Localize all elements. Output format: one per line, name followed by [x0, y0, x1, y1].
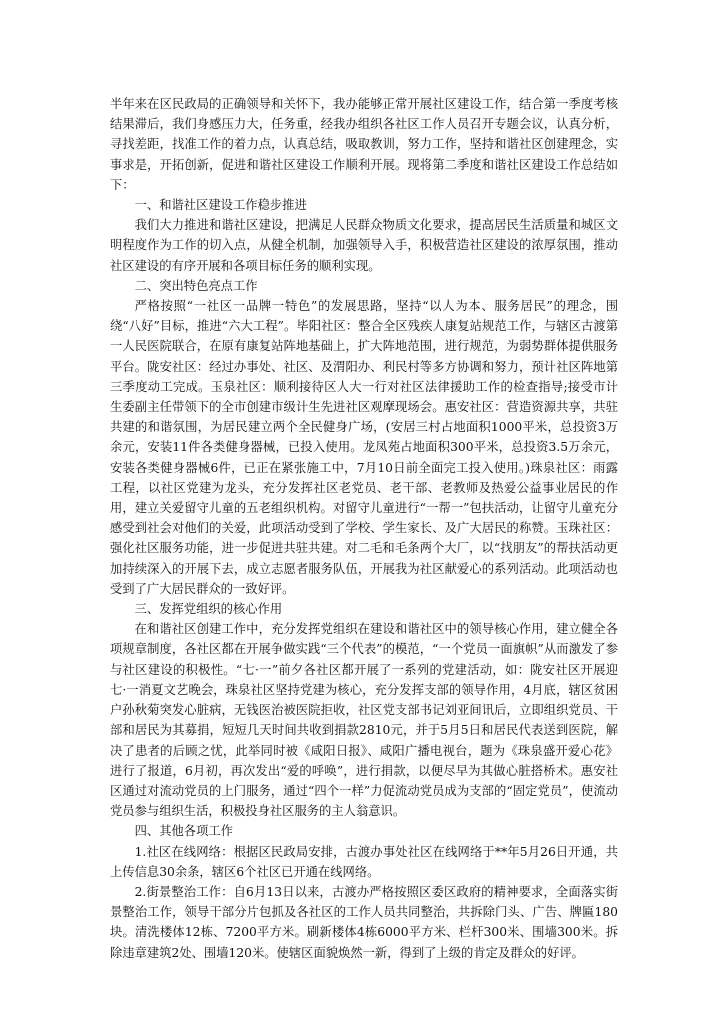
- section-heading: 四、其他各项工作: [134, 824, 233, 839]
- list-item: 2.街景整治工作：自6月13日以来，古渡办严格按照区委区政府的精神要求，全面落实街景整治工作，领导干部分片包抓及各社区的工作人员共同整治，共拆除门头、广告、牌匾180块。清洗楼体12栋、7200平方米。刷新楼体4栋6000平方米、栏杆300米、围墙300米。拆除违章建筑2处、围墙120米。使辖区面貌焕然一新，得到了上级的肯定及群众的好评。: [110, 884, 618, 960]
- section-heading: 二、突出特色亮点工作: [134, 278, 258, 293]
- section-body: 严格按照“一社区一品牌一特色”的发展思路，坚持“以人为本、服务居民”的理念，围绕“八好”目标，推进“六大工程”。毕阳社区：整合全区残疾人康复站规范工作，与辖区古渡第一人民医院联合，在原有康复站阵地基础上，扩大阵地范围，进行规范，为弱势群体提供服务平台。陇安社区：经过办事处、社区、及渭阳办、利民村等多方协调和努力，预计社区阵地第三季度动工完成。玉泉社区：顺利接待区人大一行对社区法律援助工作的检查指导;接受市计生委副主任带领下的全市创建市级计生先进社区观摩现场会。惠安社区：营造资源共享，共驻共建的和谐氛围，为居民建立两个全民健身广场，(安居三村占地面积1000平米，总投资3万余元，安装11件各类健身器械，已投入使用。龙凤苑占地面积300平米，总投资3.5万余元，安装各类健身器械6件，已正在紧张施工中，7月10日前全面完工投入使用。)珠泉社区：雨露工程，以社区党建为龙头，充分发挥社区老党员、老干部、老教师及热爱公益事业居民的作用，建立关爱留守儿童的五老组织机构。对留守儿童进行“一帮一”包扶活动，让留守儿童充分感受到社会对他们的关爱，此项活动受到了学校、学生家长、及广大居民的称赞。玉珠社区：强化社区服务功能，进一步促进共驻共建。对二毛和毛条两个大厂，以“找朋友”的帮扶活动更加持续深入的开展下去，成立志愿者服务队伍，开展我为社区献爱心的系列活动。此项活动也受到了广大居民群众的一致好评。: [110, 299, 618, 596]
- intro-paragraph: 半年来在区民政局的正确领导和关怀下，我办能够正常开展社区建设工作，结合第一季度考核结果滞后，我们身感压力大，任务重，经我办组织各社区工作人员召开专题会议，认真分析，寻找差距，找准工作的着力点，认真总结，吸取教训，努力工作，坚持和谐社区创建理念，实事求是，开拓创新，促进和谐社区建设工作顺利开展。现将第二季度和谐社区建设工作总结如下：: [110, 97, 618, 192]
- section-body: 我们大力推进和谐社区建设，把满足人民群众物质文化要求，提高居民生活质量和城区文明程度作为工作的切入点，从健全机制，加强领导入手，积极营造社区建设的浓厚氛围，推动社区建设的有序开展和各项目标任务的顺利实现。: [110, 218, 618, 273]
- section-heading: 一、和谐社区建设工作稳步推进: [134, 198, 307, 213]
- list-item: 1.社区在线网络：根据区民政局安排，古渡办事处社区在线网络于**年5月26日开通，共上传信息30余条，辖区6个社区已开通在线网络。: [110, 844, 618, 879]
- document-page: [110, 94, 618, 963]
- section-body: 在和谐社区创建工作中，充分发挥党组织在建设和谐社区中的领导核心作用，建立健全各项规章制度，各社区都在开展争做实践“三个代表”的模范，“一个党员一面旗帜”从而激发了参与社区建设的积极性。“七·一”前夕各社区都开展了一系列的党建活动，如：陇安社区开展迎七·一消夏文艺晚会，珠泉社区坚持党建为核心，充分发挥支部的领导作用，4月底，辖区贫困户孙秋菊突发心脏病，无钱医治被医院拒收，社区党支部书记刘亚间讯后，立即组织党员、干部和居民为其募捐，短短几天时间共收到捐款2810元，并于5月5日和居民代表送到医院，解决了患者的后顾之忧，此举同时被《咸阳日报》、咸阳广播电视台，题为《珠泉盛开爱心花》进行了报道，6月初，再次发出“爱的呼唤”，进行捐款，以便尽早为其做心脏搭桥术。惠安社区通过对流动党员的上门服务，通过“四个一样”力促流动党员成为支部的“固定党员”，使流动党员参与组织生活，积极投身社区服务的主人翁意识。: [110, 622, 618, 819]
- section-heading: 三、发挥党组织的核心作用: [134, 602, 283, 617]
